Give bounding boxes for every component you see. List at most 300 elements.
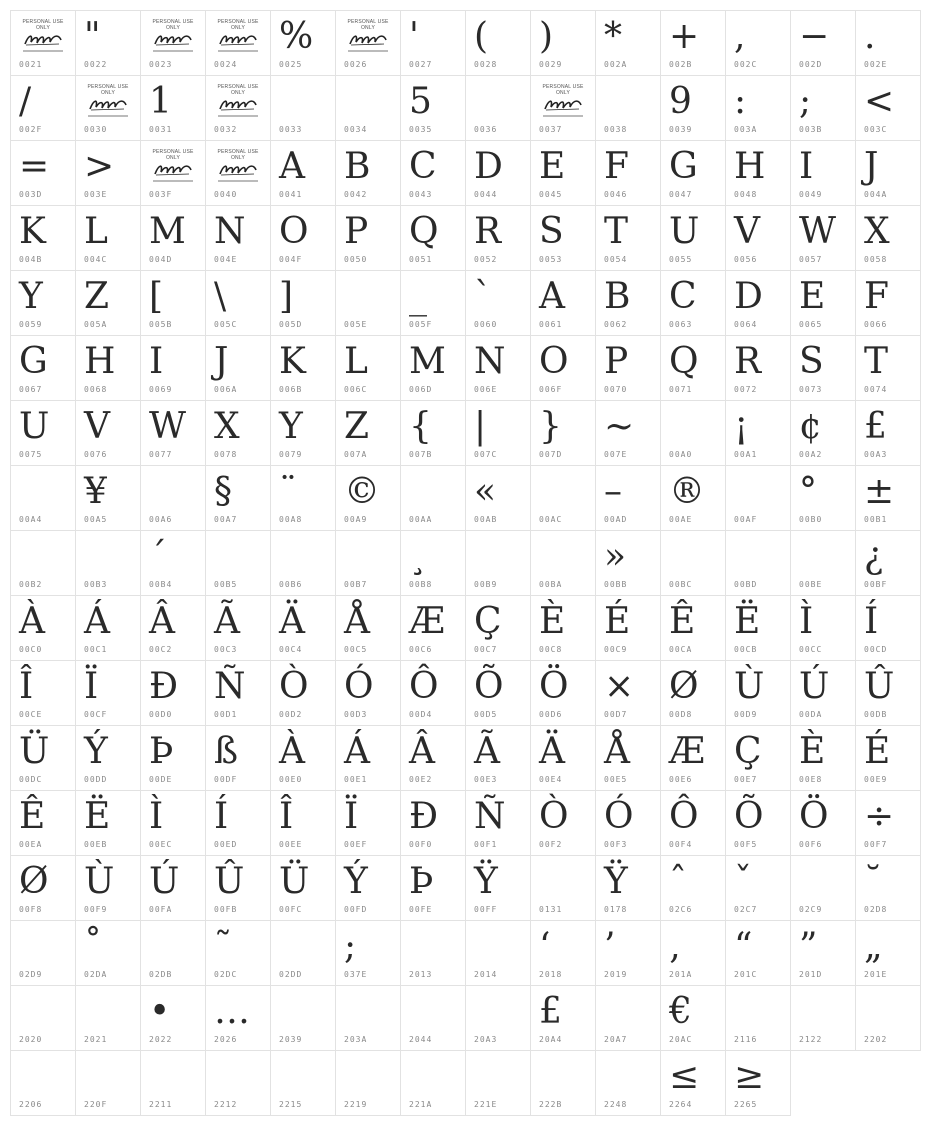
glyph-cell[interactable] [271, 336, 336, 401]
glyph-cell[interactable] [661, 661, 726, 726]
glyph-cell[interactable] [141, 141, 206, 206]
glyph-cell[interactable] [596, 856, 661, 921]
glyph-cell[interactable] [661, 401, 726, 466]
glyph-cell[interactable] [336, 791, 401, 856]
unicode-code-label: 0040 [214, 190, 238, 199]
glyph-cell[interactable] [856, 986, 921, 1051]
glyph-cell[interactable] [466, 76, 531, 141]
glyph-cell[interactable] [76, 401, 141, 466]
unicode-code-label: 2014 [474, 970, 498, 979]
unicode-code-label: 20A7 [604, 1035, 628, 1044]
glyph-cell[interactable] [596, 661, 661, 726]
glyph-cell[interactable] [76, 141, 141, 206]
glyph-cell[interactable] [141, 661, 206, 726]
glyph-cell[interactable] [726, 1051, 791, 1116]
glyph-cell[interactable] [726, 986, 791, 1051]
glyph-cell[interactable] [466, 401, 531, 466]
unicode-code-label: 00AF [734, 515, 758, 524]
glyph-cell[interactable] [856, 76, 921, 141]
glyph-cell[interactable] [76, 271, 141, 336]
glyph-cell[interactable] [206, 596, 271, 661]
glyph-cell[interactable] [856, 10, 921, 76]
glyph-cell[interactable] [596, 726, 661, 791]
glyph-cell[interactable] [466, 661, 531, 726]
glyph-cell[interactable] [271, 986, 336, 1051]
glyph-cell[interactable] [76, 791, 141, 856]
glyph-cell[interactable] [336, 76, 401, 141]
glyph-preview: § [214, 471, 232, 512]
glyph-cell[interactable] [76, 726, 141, 791]
glyph-cell[interactable] [661, 466, 726, 531]
unicode-code-label: 0067 [19, 385, 43, 394]
glyph-cell[interactable] [10, 206, 76, 271]
watermark-label: PERSONAL USE ONLY [152, 149, 194, 161]
glyph-cell[interactable] [10, 596, 76, 661]
glyph-cell[interactable] [856, 531, 921, 596]
glyph-cell[interactable] [531, 401, 596, 466]
glyph-cell[interactable] [726, 10, 791, 76]
glyph-cell[interactable] [271, 856, 336, 921]
glyph-cell[interactable] [206, 661, 271, 726]
glyph-cell[interactable] [336, 10, 401, 76]
glyph-cell[interactable] [856, 141, 921, 206]
glyph-cell[interactable] [10, 986, 76, 1051]
watermark-label: PERSONAL USE ONLY [217, 149, 259, 161]
glyph-cell[interactable] [466, 271, 531, 336]
unicode-code-label: 00BE [799, 580, 823, 589]
glyph-cell[interactable] [401, 791, 466, 856]
glyph-cell[interactable] [531, 336, 596, 401]
glyph-cell[interactable] [401, 401, 466, 466]
glyph-cell[interactable] [791, 791, 856, 856]
glyph-cell[interactable] [401, 986, 466, 1051]
glyph-cell[interactable] [141, 531, 206, 596]
glyph-cell[interactable] [336, 921, 401, 986]
glyph-cell[interactable] [791, 726, 856, 791]
glyph-cell[interactable] [271, 791, 336, 856]
glyph-cell[interactable] [596, 271, 661, 336]
glyph-cell[interactable] [271, 531, 336, 596]
glyph-cell[interactable] [856, 791, 921, 856]
glyph-cell[interactable] [10, 141, 76, 206]
glyph-cell[interactable] [466, 10, 531, 76]
glyph-cell[interactable] [206, 986, 271, 1051]
glyph-preview: Ø [669, 666, 699, 707]
glyph-preview: A [539, 276, 565, 317]
glyph-cell[interactable] [726, 921, 791, 986]
glyph-cell[interactable] [206, 141, 271, 206]
glyph-cell[interactable] [856, 336, 921, 401]
glyph-cell[interactable] [336, 661, 401, 726]
glyph-cell[interactable] [271, 726, 336, 791]
watermark-url [23, 50, 63, 52]
glyph-cell[interactable] [726, 596, 791, 661]
unicode-code-label: 00C1 [84, 645, 108, 654]
glyph-preview: ° [799, 471, 817, 512]
glyph-cell[interactable] [791, 206, 856, 271]
glyph-cell[interactable] [531, 726, 596, 791]
glyph-cell[interactable] [596, 10, 661, 76]
glyph-cell[interactable] [596, 986, 661, 1051]
glyph-cell[interactable] [661, 726, 726, 791]
glyph-cell[interactable] [206, 1051, 271, 1116]
unicode-code-label: 2264 [669, 1100, 693, 1109]
glyph-cell[interactable] [76, 10, 141, 76]
glyph-preview: ‚ [669, 926, 681, 967]
glyph-cell[interactable] [466, 921, 531, 986]
glyph-cell[interactable] [206, 856, 271, 921]
glyph-cell[interactable] [401, 856, 466, 921]
glyph-cell[interactable] [531, 856, 596, 921]
glyph-preview: Ê [669, 601, 696, 642]
glyph-cell[interactable] [401, 336, 466, 401]
glyph-cell[interactable] [531, 1051, 596, 1116]
glyph-cell[interactable] [271, 141, 336, 206]
glyph-cell[interactable] [466, 531, 531, 596]
glyph-cell[interactable] [661, 10, 726, 76]
glyph-cell[interactable] [661, 596, 726, 661]
glyph-preview: × [604, 666, 635, 707]
glyph-cell[interactable] [10, 856, 76, 921]
glyph-cell[interactable] [271, 466, 336, 531]
glyph-cell[interactable] [336, 596, 401, 661]
glyph-cell[interactable] [336, 986, 401, 1051]
glyph-cell[interactable] [76, 921, 141, 986]
glyph-cell[interactable] [206, 531, 271, 596]
glyph-cell[interactable] [401, 10, 466, 76]
glyph-cell[interactable] [206, 10, 271, 76]
glyph-cell[interactable] [206, 921, 271, 986]
glyph-cell[interactable] [206, 466, 271, 531]
unicode-code-label: 2019 [604, 970, 628, 979]
unicode-code-label: 2116 [734, 1035, 758, 1044]
glyph-cell[interactable] [206, 791, 271, 856]
glyph-preview: B [344, 146, 371, 187]
glyph-cell[interactable] [856, 271, 921, 336]
unicode-code-label: 0047 [669, 190, 693, 199]
glyph-cell[interactable] [466, 206, 531, 271]
glyph-preview: Ä [539, 731, 565, 772]
glyph-cell[interactable] [596, 336, 661, 401]
glyph-cell[interactable] [141, 596, 206, 661]
unicode-code-label: 00D8 [669, 710, 693, 719]
glyph-cell[interactable] [336, 401, 401, 466]
glyph-cell[interactable] [76, 76, 141, 141]
glyph-cell[interactable] [336, 141, 401, 206]
glyph-cell[interactable] [271, 1051, 336, 1116]
glyph-cell[interactable] [661, 986, 726, 1051]
personal-use-watermark [212, 84, 264, 117]
glyph-preview: E [799, 276, 826, 317]
glyph-cell[interactable] [466, 791, 531, 856]
glyph-cell[interactable] [466, 986, 531, 1051]
glyph-cell[interactable] [10, 10, 76, 76]
glyph-cell[interactable] [336, 1051, 401, 1116]
glyph-cell[interactable] [206, 401, 271, 466]
glyph-cell[interactable] [596, 401, 661, 466]
unicode-code-label: 0050 [344, 255, 368, 264]
glyph-cell[interactable] [726, 661, 791, 726]
glyph-cell[interactable] [141, 271, 206, 336]
glyph-cell[interactable] [336, 466, 401, 531]
glyph-cell[interactable] [726, 141, 791, 206]
glyph-cell[interactable] [141, 726, 206, 791]
glyph-cell[interactable] [791, 531, 856, 596]
glyph-cell[interactable] [401, 206, 466, 271]
glyph-cell[interactable] [206, 206, 271, 271]
unicode-code-label: 006B [279, 385, 303, 394]
glyph-cell[interactable] [401, 141, 466, 206]
glyph-cell[interactable] [271, 661, 336, 726]
glyph-cell[interactable] [466, 141, 531, 206]
glyph-cell[interactable] [726, 401, 791, 466]
glyph-cell[interactable] [791, 986, 856, 1051]
unicode-code-label: 00AA [409, 515, 433, 524]
glyph-cell[interactable] [336, 206, 401, 271]
unicode-code-label: 00AE [669, 515, 693, 524]
glyph-cell[interactable] [10, 726, 76, 791]
unicode-code-label: 00EE [279, 840, 303, 849]
glyph-cell[interactable] [791, 10, 856, 76]
glyph-cell[interactable] [271, 10, 336, 76]
glyph-cell[interactable] [661, 791, 726, 856]
glyph-cell[interactable] [141, 10, 206, 76]
glyph-cell[interactable] [466, 596, 531, 661]
glyph-cell[interactable] [596, 791, 661, 856]
glyph-cell[interactable] [76, 1051, 141, 1116]
glyph-preview: ≤ [669, 1056, 700, 1097]
glyph-cell[interactable] [401, 76, 466, 141]
glyph-cell[interactable] [466, 466, 531, 531]
glyph-cell[interactable] [661, 856, 726, 921]
glyph-cell[interactable] [661, 921, 726, 986]
glyph-cell[interactable] [791, 921, 856, 986]
glyph-cell[interactable] [726, 466, 791, 531]
glyph-cell[interactable] [791, 336, 856, 401]
glyph-cell[interactable] [661, 76, 726, 141]
glyph-preview: N [214, 211, 246, 252]
unicode-code-label: 003C [864, 125, 888, 134]
unicode-code-label: 0037 [539, 125, 563, 134]
glyph-cell[interactable] [661, 531, 726, 596]
glyph-cell[interactable] [76, 661, 141, 726]
glyph-cell[interactable] [76, 531, 141, 596]
glyph-cell[interactable] [791, 76, 856, 141]
unicode-code-label: 00F2 [539, 840, 563, 849]
glyph-cell[interactable] [401, 271, 466, 336]
glyph-cell[interactable] [271, 76, 336, 141]
glyph-cell[interactable] [531, 986, 596, 1051]
glyph-cell[interactable] [531, 76, 596, 141]
glyph-cell[interactable] [401, 726, 466, 791]
glyph-cell[interactable] [661, 206, 726, 271]
glyph-cell[interactable] [531, 531, 596, 596]
watermark-url [88, 115, 128, 117]
glyph-cell[interactable] [856, 401, 921, 466]
glyph-cell[interactable] [726, 726, 791, 791]
glyph-cell[interactable] [791, 271, 856, 336]
glyph-preview: D [474, 146, 503, 187]
glyph-cell[interactable] [531, 921, 596, 986]
glyph-cell[interactable] [596, 466, 661, 531]
glyph-cell[interactable] [596, 596, 661, 661]
glyph-cell[interactable] [596, 76, 661, 141]
glyph-cell[interactable] [401, 1051, 466, 1116]
glyph-cell[interactable] [206, 726, 271, 791]
glyph-cell[interactable] [401, 921, 466, 986]
glyph-cell[interactable] [10, 921, 76, 986]
glyph-cell[interactable] [531, 791, 596, 856]
glyph-cell[interactable] [596, 921, 661, 986]
glyph-cell[interactable] [76, 336, 141, 401]
unicode-code-label: 005C [214, 320, 238, 329]
glyph-cell[interactable] [856, 596, 921, 661]
glyph-cell[interactable] [596, 531, 661, 596]
glyph-cell[interactable] [10, 791, 76, 856]
glyph-cell[interactable] [531, 206, 596, 271]
glyph-cell[interactable] [206, 76, 271, 141]
glyph-cell[interactable] [401, 596, 466, 661]
glyph-preview: < [864, 81, 895, 122]
glyph-cell[interactable] [10, 76, 76, 141]
glyph-cell[interactable] [466, 1051, 531, 1116]
glyph-cell[interactable] [141, 466, 206, 531]
unicode-code-label: 02C7 [734, 905, 758, 914]
glyph-cell[interactable] [661, 141, 726, 206]
glyph-cell[interactable] [466, 856, 531, 921]
glyph-cell[interactable] [726, 76, 791, 141]
glyph-cell[interactable] [856, 466, 921, 531]
glyph-cell[interactable] [726, 206, 791, 271]
glyph-cell[interactable] [466, 726, 531, 791]
glyph-cell[interactable] [206, 271, 271, 336]
glyph-cell[interactable] [596, 141, 661, 206]
glyph-cell[interactable] [531, 466, 596, 531]
glyph-cell[interactable] [336, 336, 401, 401]
glyph-cell[interactable] [531, 141, 596, 206]
glyph-preview: [ [149, 276, 164, 317]
glyph-cell[interactable] [466, 336, 531, 401]
glyph-cell[interactable] [856, 921, 921, 986]
unicode-code-label: 2248 [604, 1100, 628, 1109]
glyph-preview: » [604, 536, 627, 577]
glyph-cell[interactable] [401, 661, 466, 726]
glyph-cell[interactable] [791, 661, 856, 726]
glyph-cell[interactable] [401, 531, 466, 596]
glyph-cell[interactable] [661, 1051, 726, 1116]
unicode-code-label: 00A8 [279, 515, 303, 524]
glyph-cell[interactable] [76, 206, 141, 271]
glyph-cell[interactable] [336, 531, 401, 596]
glyph-cell[interactable] [141, 206, 206, 271]
glyph-cell[interactable] [141, 1051, 206, 1116]
glyph-cell[interactable] [141, 921, 206, 986]
glyph-cell[interactable] [596, 1051, 661, 1116]
glyph-cell[interactable] [76, 596, 141, 661]
glyph-cell[interactable] [336, 271, 401, 336]
unicode-code-label: 00B7 [344, 580, 368, 589]
glyph-cell[interactable] [141, 856, 206, 921]
glyph-cell[interactable] [271, 206, 336, 271]
glyph-cell[interactable] [726, 531, 791, 596]
unicode-code-label: 2212 [214, 1100, 238, 1109]
glyph-preview: G [19, 341, 48, 382]
glyph-cell[interactable] [76, 466, 141, 531]
glyph-cell[interactable] [271, 921, 336, 986]
glyph-cell[interactable] [10, 661, 76, 726]
glyph-cell[interactable] [141, 986, 206, 1051]
glyph-cell[interactable] [856, 856, 921, 921]
glyph-cell[interactable] [596, 206, 661, 271]
glyph-cell[interactable] [791, 856, 856, 921]
glyph-cell[interactable] [10, 401, 76, 466]
unicode-code-label: 00C9 [604, 645, 628, 654]
glyph-cell[interactable] [271, 401, 336, 466]
glyph-cell[interactable] [791, 596, 856, 661]
glyph-cell[interactable] [336, 726, 401, 791]
watermark-url [218, 50, 258, 52]
unicode-code-label: 00F4 [669, 840, 693, 849]
glyph-cell[interactable] [336, 856, 401, 921]
unicode-code-label: 003B [799, 125, 823, 134]
glyph-cell[interactable] [10, 466, 76, 531]
glyph-cell[interactable] [726, 791, 791, 856]
glyph-cell[interactable] [401, 466, 466, 531]
glyph-cell[interactable] [661, 271, 726, 336]
glyph-cell[interactable] [856, 726, 921, 791]
unicode-code-label: 0045 [539, 190, 563, 199]
unicode-code-label: 00A3 [864, 450, 888, 459]
glyph-cell[interactable] [791, 466, 856, 531]
glyph-cell[interactable] [791, 141, 856, 206]
unicode-code-label: 0032 [214, 125, 238, 134]
glyph-cell[interactable] [531, 271, 596, 336]
unicode-code-label: 0074 [864, 385, 888, 394]
glyph-cell[interactable] [726, 856, 791, 921]
glyph-cell[interactable] [856, 661, 921, 726]
unicode-code-label: 02D8 [864, 905, 888, 914]
glyph-cell[interactable] [661, 336, 726, 401]
glyph-cell[interactable] [141, 791, 206, 856]
glyph-cell[interactable] [791, 401, 856, 466]
glyph-cell[interactable] [531, 596, 596, 661]
glyph-cell[interactable] [76, 856, 141, 921]
glyph-cell[interactable] [141, 76, 206, 141]
glyph-cell[interactable] [141, 401, 206, 466]
unicode-code-label: 2026 [214, 1035, 238, 1044]
glyph-cell[interactable] [141, 336, 206, 401]
glyph-preview: Ë [84, 796, 111, 837]
glyph-preview: Ö [799, 796, 829, 837]
glyph-cell[interactable] [10, 1051, 76, 1116]
unicode-code-label: 0065 [799, 320, 823, 329]
glyph-cell[interactable] [726, 336, 791, 401]
unicode-code-label: 2202 [864, 1035, 888, 1044]
glyph-preview: É [604, 601, 631, 642]
glyph-cell[interactable] [856, 206, 921, 271]
glyph-cell[interactable] [76, 986, 141, 1051]
unicode-code-label: 00A9 [344, 515, 368, 524]
glyph-cell[interactable] [10, 531, 76, 596]
glyph-cell[interactable] [206, 336, 271, 401]
glyph-cell[interactable] [531, 10, 596, 76]
glyph-cell[interactable] [10, 336, 76, 401]
glyph-cell[interactable] [271, 596, 336, 661]
glyph-cell[interactable] [271, 271, 336, 336]
glyph-cell[interactable] [10, 271, 76, 336]
glyph-cell[interactable] [726, 271, 791, 336]
glyph-cell[interactable] [531, 661, 596, 726]
